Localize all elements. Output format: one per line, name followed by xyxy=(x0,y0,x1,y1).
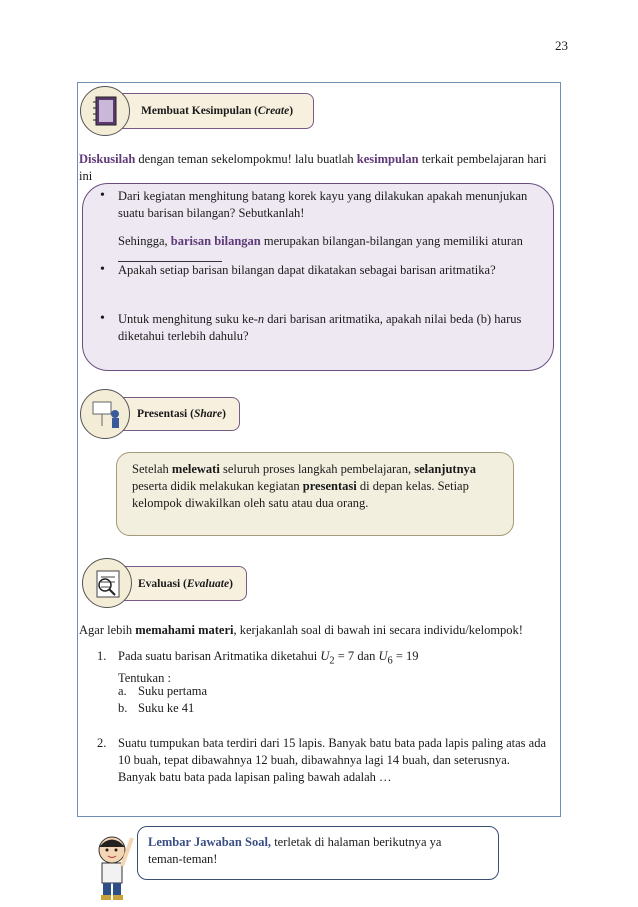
evaluation-icon xyxy=(82,558,132,608)
presentation-text: Setelah melewati seluruh proses langkah pembelajaran, selanjutnya peserta didik melakukan kegiatan presentasi di depan kelas. Setiap kelompok diwakilkan oleh satu atau dua orang. xyxy=(132,462,477,510)
page-number: 23 xyxy=(555,38,568,53)
question-3: Untuk menghitung suku ke-n dari barisan aritmatika, apakah nilai beda (b) harus diketahui terlebih dahulu? xyxy=(118,312,522,343)
problem-1a-label: a. xyxy=(118,684,127,698)
bullet-icon: • xyxy=(100,262,105,277)
question-1: Dari kegiatan menghitung batang korek kayu yang dilakukan apakah menunjukan suatu barisan bilangan? Sebutkanlah! xyxy=(118,189,528,220)
question-2: Apakah setiap barisan bilangan dapat dikatakan sebagai barisan aritmatika? xyxy=(118,263,496,277)
share-stage-label: Presentasi ( Share ) xyxy=(106,397,240,431)
problem-1-number: 1. xyxy=(97,649,107,663)
create-stage-label: Membuat Kesimpulan ( Create ) xyxy=(102,93,314,129)
presentation-icon xyxy=(80,389,130,439)
discussion-instruction: Diskusilah dengan teman sekelompokmu! lalu buatlah kesimpulan terkait pembelajaran hari ini xyxy=(79,152,547,183)
problem-1a: Suku pertama xyxy=(138,684,208,698)
evaluate-stage-label: Evaluasi ( Evaluate ) xyxy=(107,566,247,601)
notebook-icon xyxy=(80,86,130,136)
problem-1b: Suku ke 41 xyxy=(138,701,195,715)
bullet-icon: • xyxy=(100,311,105,326)
answer-sheet-note: Lembar Jawaban Soal, terletak di halaman berikutnya ya teman-teman! xyxy=(148,835,442,866)
evaluation-instruction: Agar lebih memahami materi, kerjakanlah soal di bawah ini secara individu/kelompok! xyxy=(79,623,523,637)
problem-1: Pada suatu barisan Aritmatika diketahui $U_2 = 7$ dan $U_6 = 19$ Tentukan : xyxy=(118,649,419,685)
problem-2-number: 2. xyxy=(97,736,107,750)
problem-1b-label: b. xyxy=(118,701,128,715)
question-1-conclusion: Sehingga, barisan bilangan merupakan bilangan-bilangan yang memiliki aturan xyxy=(118,233,543,267)
bullet-icon: • xyxy=(100,188,105,203)
cartoon-character-icon xyxy=(88,830,138,902)
problem-2: Suatu tumpukan bata terdiri dari 15 lapis. Banyak batu bata pada lapis paling atas ada 10 buah, tepat dibawahnya 12 buah, dibawahnya lagi 14 buah, dan seterusnya. Banyak batu bata pada lapisan paling bawah adalah … xyxy=(118,736,546,784)
